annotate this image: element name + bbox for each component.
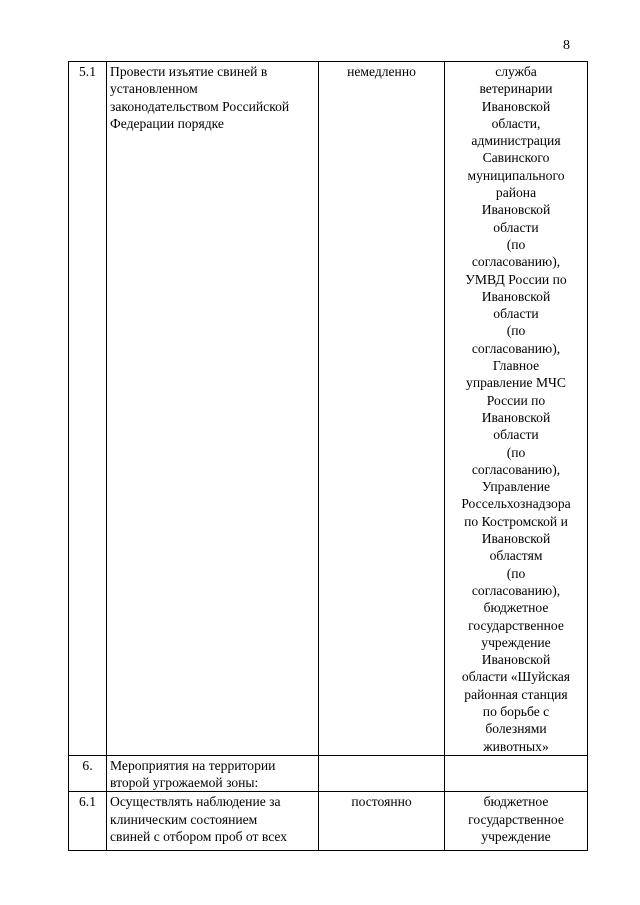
action-line: Федерации порядке bbox=[110, 115, 224, 131]
executor-line: бюджетное bbox=[483, 794, 549, 810]
action-line: клиническим состоянием bbox=[110, 811, 258, 827]
executor-line: Ивановской bbox=[481, 652, 551, 668]
executor-line: Ивановской bbox=[481, 409, 551, 425]
executor-line: Управление bbox=[481, 479, 551, 495]
executor-line: области bbox=[493, 219, 539, 235]
term-line: немедленно bbox=[347, 64, 416, 79]
executor-line: учреждение bbox=[481, 829, 551, 845]
executor-line: по борьбе с bbox=[482, 703, 550, 719]
executor-cell bbox=[445, 62, 588, 756]
executor-line: области «Шуйская bbox=[461, 669, 571, 685]
term-line: постоянно bbox=[351, 794, 412, 810]
executor-line: России по bbox=[486, 392, 546, 408]
executor-line: болезнями bbox=[485, 721, 547, 737]
table-row bbox=[69, 62, 588, 756]
executor-line: (по bbox=[506, 323, 526, 339]
executor-line: районная станция bbox=[464, 686, 568, 702]
executor-line: администрация bbox=[471, 133, 561, 149]
executor-line: Ивановской bbox=[481, 531, 551, 547]
executor-line: (по bbox=[506, 236, 526, 252]
executor-line: Савинского bbox=[482, 150, 550, 166]
executor-line: области, bbox=[491, 115, 541, 131]
action-cell bbox=[107, 755, 319, 792]
executor-line: областям bbox=[489, 548, 543, 564]
executor-line: согласованию), bbox=[471, 461, 561, 477]
executor-line: ветеринарии bbox=[479, 81, 553, 97]
item-number-cell: 6.1 bbox=[69, 792, 107, 851]
executor-cell bbox=[445, 792, 588, 851]
action-line: установленном bbox=[110, 81, 198, 97]
table-row bbox=[69, 792, 588, 851]
page-number: 8 bbox=[563, 38, 570, 53]
action-line: Осуществлять наблюдение за bbox=[110, 794, 281, 810]
executor-line: служба bbox=[495, 64, 537, 79]
executor-line: Главное bbox=[492, 358, 540, 374]
executor-line: учреждение bbox=[481, 634, 551, 650]
executor-line: согласованию), bbox=[471, 582, 561, 598]
executor-line: муниципального bbox=[467, 167, 565, 183]
executor-line: области bbox=[493, 306, 539, 322]
executor-line: (по bbox=[506, 565, 526, 581]
term-cell bbox=[319, 755, 445, 792]
executor-line: Россельхознадзора bbox=[461, 496, 571, 512]
action-cell bbox=[107, 62, 319, 756]
term-cell bbox=[319, 62, 445, 756]
action-line: свиней с отбором проб от всех bbox=[110, 829, 288, 845]
executor-line: животных» bbox=[483, 738, 549, 754]
action-line: второй угрожаемой зоны: bbox=[110, 775, 259, 791]
executor-line: согласованию), bbox=[471, 340, 561, 356]
executor-line: УМВД России по bbox=[465, 271, 567, 287]
action-line: законодательством Российской bbox=[110, 98, 290, 114]
executor-line: района bbox=[495, 185, 537, 201]
term-cell bbox=[319, 792, 445, 851]
executor-line: управление МЧС bbox=[466, 375, 566, 391]
executor-line: Ивановской bbox=[481, 98, 551, 114]
executor-line: государственное bbox=[468, 811, 564, 827]
measures-table-body bbox=[69, 62, 588, 851]
executor-line: Ивановской bbox=[481, 202, 551, 218]
executor-line: Ивановской bbox=[481, 288, 551, 304]
action-cell bbox=[107, 792, 319, 851]
table-row bbox=[69, 755, 588, 792]
executor-line: по Костромской и bbox=[464, 513, 568, 529]
measures-table bbox=[68, 61, 588, 851]
executor-line: государственное bbox=[468, 617, 564, 633]
action-line: Мероприятия на территории bbox=[110, 757, 276, 773]
executor-line: согласованию), bbox=[471, 254, 561, 270]
item-number-cell: 6. bbox=[69, 755, 107, 792]
executor-line: (по bbox=[506, 444, 526, 460]
action-line: Провести изъятие свиней в bbox=[110, 64, 268, 79]
executor-line: бюджетное bbox=[483, 600, 549, 616]
executor-cell bbox=[445, 755, 588, 792]
item-number-cell: 5.1 bbox=[69, 62, 107, 756]
executor-line: области bbox=[493, 427, 539, 443]
